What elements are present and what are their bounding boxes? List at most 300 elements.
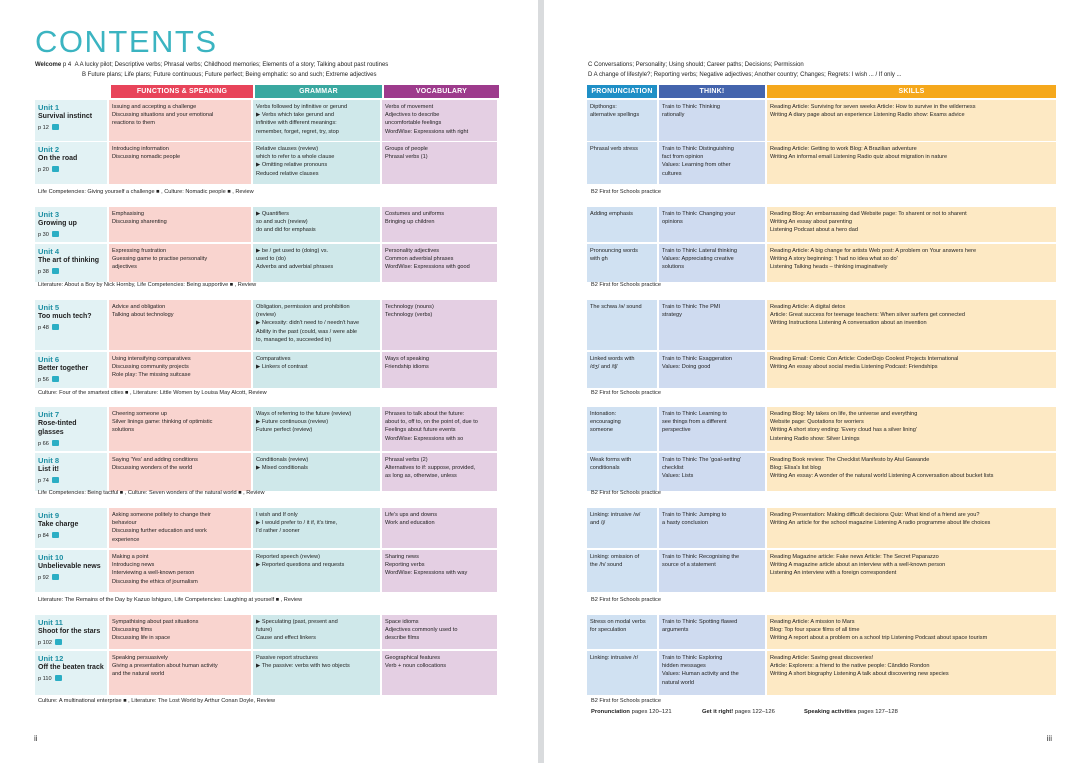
cell-line: Reading Presentation: Making difficult decisions Quiz: What kind of a friend are you? bbox=[770, 512, 980, 518]
cell-line: Ways of speaking bbox=[385, 356, 429, 362]
cell-line: Reading Blog: An embarrassing dad Website page: To sharent or not to sharent bbox=[770, 211, 967, 217]
cell-line: Discussing the ethics of journalism bbox=[112, 578, 198, 585]
bottom-pronunciation[interactable]: Pronunciation pages 120–121 bbox=[591, 709, 672, 715]
unit-row bbox=[587, 244, 1056, 282]
functions-cell bbox=[109, 300, 251, 350]
b2-first-practice: B2 First for Schools practice bbox=[591, 698, 661, 704]
unit-page: p 66 bbox=[38, 440, 104, 448]
b2-first-practice: B2 First for Schools practice bbox=[591, 390, 661, 396]
unit-row bbox=[587, 100, 1056, 141]
grammar-cell bbox=[253, 550, 380, 592]
life-competencies-strip: Literature: The Remains of the Day by Kazuo Ishiguro, Life Competencies: Laughing at yourself ■ , Review bbox=[38, 597, 303, 603]
cell-line: used to (do) bbox=[256, 256, 286, 263]
cell-line: about to, off to, on the point of, due to bbox=[385, 419, 478, 426]
cell-line: ▶ The passive: verbs with two objects bbox=[256, 663, 350, 670]
welcome-line-c: C Conversations; Personality; Using should; Career paths; Decisions; Permission bbox=[588, 62, 804, 68]
life-competencies-strip: Culture: A multinational enterprise ■ , Literature: The Lost World by Arthur Conan Doyle, Review bbox=[38, 698, 275, 704]
unit-cell[interactable] bbox=[35, 207, 107, 242]
right-page bbox=[544, 0, 1080, 763]
cell-line: WordWise: Expressions with way bbox=[385, 570, 468, 577]
cell-line: Writing A diary page about an experience Listening Radio show: Exams advice bbox=[770, 112, 965, 119]
unit-number: Unit 6 bbox=[38, 355, 60, 364]
cell-line: as long as, otherwise, unless bbox=[385, 473, 457, 480]
cell-line: see things from a different bbox=[662, 419, 727, 426]
pronunciation-cell bbox=[587, 615, 657, 649]
grammar-cell bbox=[253, 300, 380, 350]
cell-line: ▶ Future continuous (review) bbox=[256, 419, 329, 426]
unit-page: p 74 bbox=[38, 477, 104, 485]
cell-line: Interviewing a well-known person bbox=[112, 570, 195, 577]
cell-line: Discussing situations and your emotional bbox=[112, 112, 214, 119]
cell-line: and the natural world bbox=[112, 671, 165, 678]
cell-line: Writing A story beginning: 'I had no idea what so do' bbox=[770, 256, 898, 263]
unit-row bbox=[35, 244, 497, 282]
cell-line: Conditionals (review) bbox=[256, 457, 309, 463]
cell-line: (review) bbox=[256, 312, 276, 319]
functions-cell bbox=[109, 651, 251, 695]
cell-line: Train to Think: Distinguishing bbox=[662, 146, 734, 152]
cell-line: WordWise: Expressions with good bbox=[385, 264, 470, 271]
cell-line: Groups of people bbox=[385, 146, 428, 152]
cell-line: ▶ I would prefer to / it if, it's time, bbox=[256, 520, 338, 527]
unit-cell[interactable] bbox=[35, 508, 107, 548]
cell-line: Train to Think: Spotting flawed bbox=[662, 619, 738, 625]
cell-line: Reading Article: A mission to Mars bbox=[770, 619, 855, 625]
cell-line: Cause and effect linkers bbox=[256, 635, 316, 642]
unit-title: The art of thinking bbox=[38, 257, 100, 264]
play-video-icon[interactable] bbox=[52, 532, 59, 538]
cell-line: hidden messages bbox=[662, 663, 706, 670]
skills-cell bbox=[767, 550, 1056, 592]
pronunciation-cell bbox=[587, 352, 657, 388]
think-cell bbox=[659, 142, 765, 184]
unit-page: p 20 bbox=[38, 166, 104, 174]
cell-line: Writing An informal email Listening Radio quiz about migration in nature bbox=[770, 154, 948, 161]
cell-line: Geographical features bbox=[385, 655, 441, 661]
unit-number: Unit 11 bbox=[38, 618, 63, 627]
grammar-cell bbox=[253, 207, 380, 242]
cell-line: describe films bbox=[385, 635, 420, 642]
cell-line: Discussing community projects bbox=[112, 364, 189, 371]
cell-line: Asking someone politely to change their bbox=[112, 512, 211, 518]
cell-line: Costumes and uniforms bbox=[385, 211, 445, 217]
cell-line: Relative clauses (review) bbox=[256, 146, 319, 152]
cell-line: Bringing up children bbox=[385, 219, 435, 226]
think-cell bbox=[659, 550, 765, 592]
unit-row bbox=[587, 207, 1056, 242]
cell-line: Giving a presentation about human activity bbox=[112, 663, 218, 670]
cell-line: Train to Think: Jumping to bbox=[662, 512, 727, 518]
cell-line: Reading Email: Comic Con Article: CoderDojo Coolest Projects International bbox=[770, 356, 959, 362]
unit-cell[interactable] bbox=[35, 453, 107, 491]
functions-cell bbox=[109, 453, 251, 491]
cell-line: Writing An essay about parenting bbox=[770, 219, 852, 226]
think-cell bbox=[659, 615, 765, 649]
unit-title: On the road bbox=[38, 155, 78, 162]
cell-line: solutions bbox=[662, 264, 685, 271]
cell-line: Silver linings game: thinking of optimistic bbox=[112, 419, 213, 426]
grammar-cell bbox=[253, 100, 380, 141]
header-skills: SKILLS bbox=[767, 85, 1056, 98]
unit-cell[interactable] bbox=[35, 615, 107, 649]
cell-line: Reduced relative clauses bbox=[256, 170, 319, 177]
cell-line: Adjectives to describe bbox=[385, 112, 440, 119]
play-video-icon[interactable] bbox=[55, 639, 62, 645]
cell-line: Verbs of movement bbox=[385, 104, 434, 110]
cell-line: Feelings about future events bbox=[385, 427, 456, 434]
unit-row bbox=[35, 352, 497, 388]
pronunciation-cell bbox=[587, 508, 657, 548]
unit-number: Unit 1 bbox=[38, 103, 60, 112]
unit-page: p 110 bbox=[38, 675, 104, 683]
play-video-icon[interactable] bbox=[55, 675, 62, 681]
cell-line: Discussing nomadic people bbox=[112, 154, 181, 161]
unit-page: p 48 bbox=[38, 324, 104, 332]
cell-line: Discussing further education and work bbox=[112, 528, 207, 535]
cell-line: alternative spellings bbox=[590, 112, 640, 119]
unit-row bbox=[587, 453, 1056, 491]
cell-line: Listening Radio show: Silver Linings bbox=[770, 435, 860, 442]
cell-line: Technology (nouns) bbox=[385, 304, 434, 310]
b2-first-practice: B2 First for Schools practice bbox=[591, 282, 661, 288]
bottom-speaking-activities[interactable]: Speaking activities pages 127–128 bbox=[804, 709, 898, 715]
unit-title: Off the beaten track bbox=[38, 664, 104, 671]
unit-title: Rose-tinted glasses bbox=[38, 420, 77, 436]
pronunciation-cell bbox=[587, 244, 657, 282]
unit-number: Unit 10 bbox=[38, 553, 64, 562]
life-competencies-strip: Culture: Four of the smartest cities ■ , Literature: Little Women by Louisa May Alcott, Review bbox=[38, 390, 267, 396]
functions-cell bbox=[109, 615, 251, 649]
unit-cell[interactable] bbox=[35, 100, 107, 141]
cell-line: ▶ Speculating (past, present and bbox=[256, 619, 338, 625]
unit-title: Better together bbox=[38, 365, 89, 372]
grammar-cell bbox=[253, 407, 380, 451]
cell-line: Listening Talking heads – thinking imaginatively bbox=[770, 264, 888, 271]
cell-line: Intonation: bbox=[590, 411, 617, 417]
play-video-icon[interactable] bbox=[52, 376, 59, 382]
skills-cell bbox=[767, 407, 1056, 451]
cell-line: Train to Think: Exploring bbox=[662, 655, 723, 661]
unit-row bbox=[587, 352, 1056, 388]
cell-line: Reported speech (review) bbox=[256, 554, 321, 560]
pronunciation-cell bbox=[587, 207, 657, 242]
unit-row bbox=[587, 651, 1056, 695]
cell-line: Train to Think: Recognising the bbox=[662, 554, 740, 560]
unit-number: Unit 3 bbox=[38, 210, 60, 219]
cell-line: Train to Think: The PMI bbox=[662, 304, 721, 310]
unit-page: p 38 bbox=[38, 268, 104, 276]
vocabulary-cell bbox=[382, 550, 497, 592]
functions-cell bbox=[109, 100, 251, 141]
cell-line: Phrasal verbs (1) bbox=[385, 154, 428, 161]
think-cell bbox=[659, 352, 765, 388]
cell-line: Sharing news bbox=[385, 554, 419, 560]
cell-line: Listening An interview with a foreign correspondent bbox=[770, 570, 897, 577]
welcome-line-b: B Future plans; Life plans; Future continuous; Future perfect; Being emphatic: so and such; Extreme adjectives bbox=[82, 72, 377, 78]
cell-line: Train to Think: The 'goal-setting' bbox=[662, 457, 742, 463]
cell-line: Guessing game to practise personality bbox=[112, 256, 208, 263]
unit-row bbox=[587, 615, 1056, 649]
header-think: THINK! bbox=[659, 85, 765, 98]
pronunciation-cell bbox=[587, 300, 657, 350]
cell-line: Phrasal verb stress bbox=[590, 146, 638, 152]
cell-line: Sympathising about past situations bbox=[112, 619, 199, 625]
cell-line: I'd rather / sooner bbox=[256, 528, 300, 535]
unit-title: Take charge bbox=[38, 521, 79, 528]
unit-row bbox=[35, 453, 497, 491]
unit-row bbox=[587, 300, 1056, 350]
cell-line: Blog: Top four space films of all time bbox=[770, 627, 860, 634]
unit-number: Unit 8 bbox=[38, 456, 60, 465]
cell-line: Personality adjectives bbox=[385, 248, 440, 254]
cell-line: ▶ Omitting relative pronouns bbox=[256, 162, 328, 169]
pronunciation-cell bbox=[587, 651, 657, 695]
cell-line: Speaking persuasively bbox=[112, 655, 168, 661]
cell-line: Advice and obligation bbox=[112, 304, 166, 310]
unit-number: Unit 2 bbox=[38, 145, 60, 154]
cell-line: Comparatives bbox=[256, 356, 291, 362]
cell-line: Writing A short story ending: 'Every cloud has a silver lining' bbox=[770, 427, 917, 434]
b2-first-practice: B2 First for Schools practice bbox=[591, 597, 661, 603]
unit-row bbox=[35, 207, 497, 242]
skills-cell bbox=[767, 508, 1056, 548]
cell-line: ▶ Linkers of contrast bbox=[256, 364, 308, 371]
cell-line: a hasty conclusion bbox=[662, 520, 709, 527]
unit-cell[interactable] bbox=[35, 407, 107, 451]
cell-line: Train to Think: Thinking bbox=[662, 104, 721, 110]
unit-row bbox=[35, 300, 497, 350]
cell-line: Train to Think: Learning to bbox=[662, 411, 727, 417]
unit-row bbox=[35, 550, 497, 592]
grammar-cell bbox=[253, 352, 380, 388]
grammar-cell bbox=[253, 453, 380, 491]
cell-line: Discussing life in space bbox=[112, 635, 171, 642]
welcome-line-a: Welcome p 4 A A lucky pilot; Descriptive verbs; Phrasal verbs; Childhood memories; Elements of a story; Talking about past routines bbox=[35, 62, 389, 68]
grammar-cell bbox=[253, 615, 380, 649]
cell-line: Blog: Elisa's list blog bbox=[770, 465, 821, 472]
cell-line: which to refer to a whole clause bbox=[256, 154, 335, 161]
life-competencies-strip: Life Competencies: Giving yourself a challenge ■ , Culture: Nomadic people ■ , Review bbox=[38, 189, 254, 195]
grammar-cell bbox=[253, 508, 380, 548]
page-number-left: ii bbox=[34, 734, 38, 743]
unit-page: p 56 bbox=[38, 376, 104, 384]
bottom-get-it-right[interactable]: Get it right! pages 122–126 bbox=[702, 709, 775, 715]
unit-page: p 92 bbox=[38, 574, 104, 582]
play-video-icon[interactable] bbox=[52, 574, 59, 580]
cell-line: Verbs followed by infinitive or gerund bbox=[256, 104, 348, 110]
think-cell bbox=[659, 207, 765, 242]
functions-cell bbox=[109, 244, 251, 282]
pronunciation-cell bbox=[587, 142, 657, 184]
unit-number: Unit 5 bbox=[38, 303, 60, 312]
b2-first-practice: B2 First for Schools practice bbox=[591, 490, 661, 496]
play-video-icon[interactable] bbox=[52, 440, 59, 446]
cell-line: Values: Human activity and the bbox=[662, 671, 739, 678]
vocabulary-cell bbox=[382, 244, 497, 282]
unit-number: Unit 4 bbox=[38, 247, 60, 256]
header-grammar: GRAMMAR bbox=[255, 85, 382, 98]
cell-line: Reading Article: A digital detox bbox=[770, 304, 846, 310]
cell-line: someone bbox=[590, 427, 614, 434]
play-video-icon[interactable] bbox=[52, 166, 59, 172]
cell-line: source of a statement bbox=[662, 562, 716, 569]
unit-row bbox=[587, 508, 1056, 548]
unit-number: Unit 12 bbox=[38, 654, 64, 663]
cell-line: Introducing information bbox=[112, 146, 169, 152]
cell-line: Writing A short biography Listening A talk about discovering new species bbox=[770, 671, 949, 678]
vocabulary-cell bbox=[382, 453, 497, 491]
life-competencies-strip: Literature: About a Boy by Nick Hornby, Life Competencies: Being supportive ■ , Review bbox=[38, 282, 257, 288]
unit-title: Too much tech? bbox=[38, 313, 92, 320]
cell-line: Talking about technology bbox=[112, 312, 174, 319]
functions-cell bbox=[109, 207, 251, 242]
play-video-icon[interactable] bbox=[52, 231, 59, 237]
cell-line: future) bbox=[256, 627, 273, 634]
unit-number: Unit 7 bbox=[38, 410, 60, 419]
cell-line: natural world bbox=[662, 679, 695, 686]
unit-title: Survival instinct bbox=[38, 113, 93, 120]
cell-line: Alternatives to if: suppose, provided, bbox=[385, 465, 476, 472]
vocabulary-cell bbox=[382, 508, 497, 548]
unit-cell[interactable] bbox=[35, 244, 107, 282]
cell-line: Making a point bbox=[112, 554, 149, 560]
vocabulary-cell bbox=[382, 615, 497, 649]
cell-line: ▶ be / get used to (doing) vs. bbox=[256, 248, 329, 254]
cell-line: solutions bbox=[112, 427, 135, 434]
cell-line: Future perfect (review) bbox=[256, 427, 313, 434]
unit-row bbox=[35, 407, 497, 451]
vocabulary-cell bbox=[382, 300, 497, 350]
unit-row bbox=[35, 142, 497, 184]
cell-line: Reading Magazine article: Fake news Article: The Secret Paparazzo bbox=[770, 554, 939, 560]
cell-line: Obligation, permission and prohibition bbox=[256, 304, 350, 310]
play-video-icon[interactable] bbox=[52, 324, 59, 330]
cell-line: checklist bbox=[662, 465, 684, 472]
unit-title: Shoot for the stars bbox=[38, 628, 101, 635]
cell-line: Adding emphasis bbox=[590, 211, 633, 217]
cell-line: perspective bbox=[662, 427, 691, 434]
think-cell bbox=[659, 100, 765, 141]
cell-line: arguments bbox=[662, 627, 689, 634]
think-cell bbox=[659, 651, 765, 695]
unit-title: List it! bbox=[38, 466, 59, 473]
cell-line: experience bbox=[112, 536, 140, 543]
unit-cell[interactable] bbox=[35, 550, 107, 592]
cell-line: Expressing frustration bbox=[112, 248, 167, 254]
unit-cell[interactable] bbox=[35, 300, 107, 350]
cell-line: Writing An essay about social media Listening Podcast: Friendships bbox=[770, 364, 938, 371]
cell-line: uncomfortable feelings bbox=[385, 120, 442, 127]
cell-line: Linking: intrusive /w/ bbox=[590, 512, 641, 518]
unit-page: p 12 bbox=[38, 124, 104, 132]
unit-row bbox=[587, 142, 1056, 184]
cell-line: Technology (verbs) bbox=[385, 312, 433, 319]
vocabulary-cell bbox=[382, 352, 497, 388]
cell-line: Adjectives commonly used to bbox=[385, 627, 458, 634]
cell-line: Saying 'Yes' and adding conditions bbox=[112, 457, 198, 463]
cell-line: Reading Blog: My takes on life, the universe and everything bbox=[770, 411, 918, 417]
cell-line: the /h/ sound bbox=[590, 562, 623, 569]
cell-line: Linking: omission of bbox=[590, 554, 640, 560]
cell-line: /dʒ/ and /tʃ/ bbox=[590, 364, 618, 371]
unit-row bbox=[35, 651, 497, 695]
unit-page: p 102 bbox=[38, 639, 104, 647]
cell-line: Introducing news bbox=[112, 562, 155, 569]
unit-row bbox=[587, 407, 1056, 451]
cell-line: Article: Explorers: a friend to the native people: Cândido Rondon bbox=[770, 663, 930, 670]
unit-row bbox=[35, 615, 497, 649]
think-cell bbox=[659, 508, 765, 548]
cell-line: Writing An essay: A wonder of the natural world Listening A conversation about bucket lists bbox=[770, 473, 994, 480]
cell-line: so and such (review) bbox=[256, 219, 308, 226]
unit-row bbox=[35, 508, 497, 548]
vocabulary-cell bbox=[382, 142, 497, 184]
cell-line: Phrasal verbs (2) bbox=[385, 457, 428, 463]
cell-line: Website page: Quotations for worriers bbox=[770, 419, 864, 426]
think-cell bbox=[659, 453, 765, 491]
cell-line: Adverbs and adverbial phrases bbox=[256, 264, 334, 271]
functions-cell bbox=[109, 407, 251, 451]
b2-first-practice: B2 First for Schools practice bbox=[591, 189, 661, 195]
cell-line: reactions to them bbox=[112, 120, 155, 127]
play-video-icon[interactable] bbox=[52, 477, 59, 483]
skills-cell bbox=[767, 352, 1056, 388]
vocabulary-cell bbox=[382, 651, 497, 695]
cell-line: Verb + noun collocations bbox=[385, 663, 447, 670]
page-number-right: iii bbox=[1046, 734, 1052, 743]
play-video-icon[interactable] bbox=[52, 124, 59, 130]
cell-line: Values: Learning from other bbox=[662, 162, 731, 169]
skills-cell bbox=[767, 300, 1056, 350]
cell-line: encouraging bbox=[590, 419, 621, 426]
play-video-icon[interactable] bbox=[52, 268, 59, 274]
cell-line: Linking: intrusive /r/ bbox=[590, 655, 639, 661]
grammar-cell bbox=[253, 651, 380, 695]
cell-line: Writing Instructions Listening A conversation about an invention bbox=[770, 320, 927, 327]
cell-line: Work and education bbox=[385, 520, 435, 527]
cell-line: cultures bbox=[662, 170, 682, 177]
cell-line: strategy bbox=[662, 312, 682, 319]
unit-row bbox=[35, 100, 497, 141]
unit-number: Unit 9 bbox=[38, 511, 60, 520]
pronunciation-cell bbox=[587, 407, 657, 451]
unit-cell[interactable] bbox=[35, 651, 107, 695]
cell-line: WordWise: Expressions with so bbox=[385, 435, 464, 442]
skills-cell bbox=[767, 453, 1056, 491]
unit-cell[interactable] bbox=[35, 142, 107, 184]
cell-line: Issuing and accepting a challenge bbox=[112, 104, 197, 110]
unit-cell[interactable] bbox=[35, 352, 107, 388]
skills-cell bbox=[767, 651, 1056, 695]
cell-line: rationally bbox=[662, 112, 685, 119]
cell-line: Life's ups and downs bbox=[385, 512, 438, 518]
cell-line: I wish and If only bbox=[256, 512, 298, 518]
cell-line: Discussing films bbox=[112, 627, 153, 634]
cell-line: ▶ Verbs which take gerund and bbox=[256, 112, 335, 119]
skills-cell bbox=[767, 142, 1056, 184]
pronunciation-cell bbox=[587, 550, 657, 592]
skills-cell bbox=[767, 207, 1056, 242]
cell-line: Phrases to talk about the future: bbox=[385, 411, 465, 417]
cell-line: Train to Think: Exaggeration bbox=[662, 356, 732, 362]
cell-line: ▶ Reported questions and requests bbox=[256, 562, 345, 569]
cell-line: Reading Article: Getting to work Blog: A Brazilian adventure bbox=[770, 146, 917, 152]
cell-line: Space idioms bbox=[385, 619, 419, 625]
cell-line: opinions bbox=[662, 219, 683, 226]
cell-line: Reading Article: Saving great discoveries! bbox=[770, 655, 874, 661]
functions-cell bbox=[109, 352, 251, 388]
think-cell bbox=[659, 244, 765, 282]
